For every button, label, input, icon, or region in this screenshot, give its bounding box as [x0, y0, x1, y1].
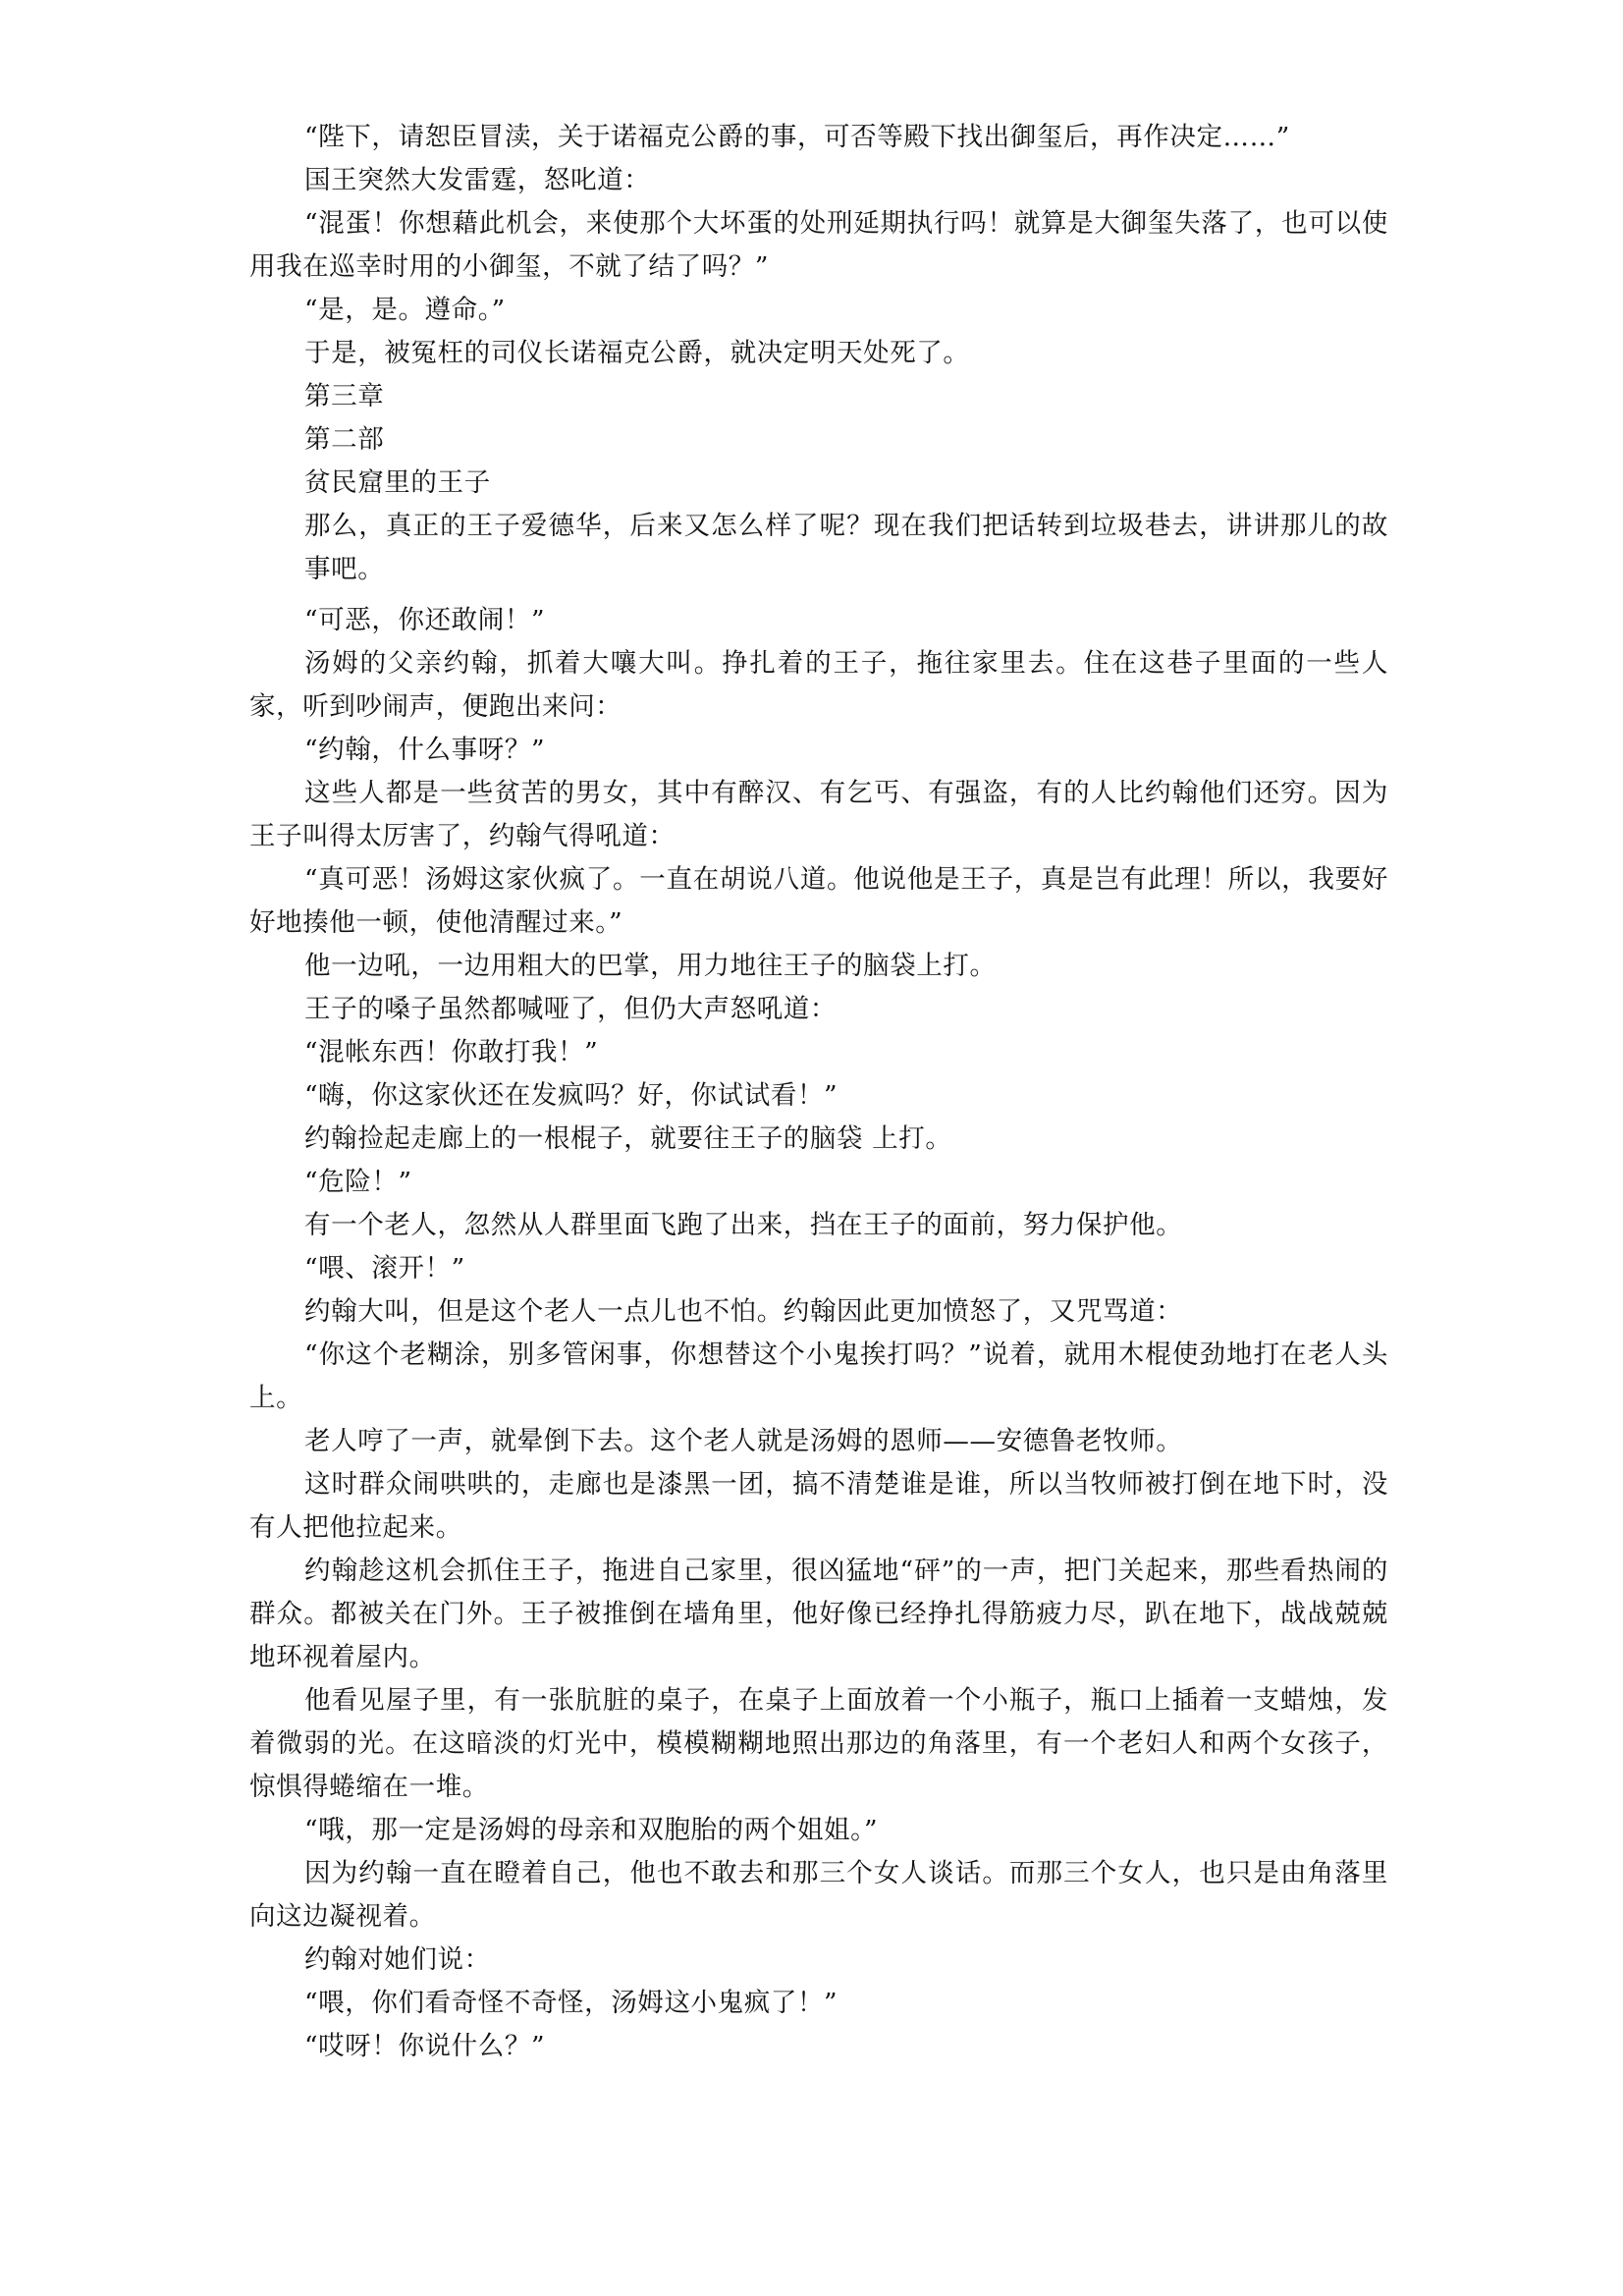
paragraph: 国王突然大发雷霆，怒叱道： — [304, 165, 651, 195]
paragraph: 这些人都是一些贫苦的男女，其中有醉汉、有乞丐、有强盗，有的人比约翰他们还穷。因为王子叫得太厉害了，约翰气得吼道： — [249, 778, 1388, 851]
paragraph: 那么，真正的王子爱德华，后来又怎么样了呢？现在我们把话转到垃圾巷去，讲讲那儿的故事吧。 — [304, 511, 1388, 584]
chapter-heading: 第三章 — [304, 381, 385, 411]
paragraph: “嗨，你这家伙还在发疯吗？好，你试试看！” — [304, 1080, 839, 1111]
paragraph: 他一边吼，一边用粗大的巴掌，用力地往王子的脑袋上打。 — [304, 951, 997, 981]
paragraph: 约翰对她们说： — [304, 1944, 491, 1975]
body-text — [249, 116, 1388, 2068]
paragraph: “是，是。遵命。” — [304, 295, 506, 325]
paragraph: “混帐东西！你敢打我！” — [304, 1037, 599, 1067]
paragraph: “你这个老糊涂，别多管闲事，你想替这个小鬼挨打吗？”说着，就用木棍使劲地打在老人头上。 — [249, 1339, 1388, 1413]
paragraph: 王子的嗓子虽然都喊哑了，但仍大声怒吼道： — [304, 994, 837, 1024]
part-heading: 第二部 — [304, 424, 385, 455]
paragraph: 汤姆的父亲约翰，抓着大嚷大叫。挣扎着的王子，拖往家里去。住在这巷子里面的一些人家，听到吵闹声，便跑出来问： — [249, 648, 1388, 722]
paragraph: “约翰，什么事呀？” — [304, 735, 546, 765]
paragraph: 约翰趁这机会抓住王子，拖进自己家里，很凶猛地“砰”的一声，把门关起来，那些看热闹的群众。都被关在门外。王子被推倒在墙角里，他好像已经挣扎得筋疲力尽，趴在地下，战战兢兢地环视着屋内。 — [249, 1556, 1388, 1672]
paragraph: “混蛋！你想藉此机会，来使那个大坏蛋的处刑延期执行吗！就算是大御玺失落了，也可以使用我在巡幸时用的小御玺，不就了结了吗？” — [249, 208, 1388, 282]
paragraph: “陛下，请恕臣冒渎，关于诺福克公爵的事，可否等殿下找出御玺后，再作决定……” — [304, 122, 1290, 152]
paragraph: 有一个老人，忽然从人群里面飞跑了出来，挡在王子的面前，努力保护他。 — [304, 1210, 1183, 1240]
paragraph: 这时群众闹哄哄的，走廊也是漆黑一团，搞不清楚谁是谁，所以当牧师被打倒在地下时，没有人把他拉起来。 — [249, 1469, 1388, 1543]
paragraph: “哎呀！你说什么？” — [304, 2031, 546, 2061]
paragraph: “危险！” — [304, 1167, 412, 1197]
paragraph: “真可恶！汤姆这家伙疯了。一直在胡说八道。他说他是王子，真是岂有此理！所以，我要好好地揍他一顿，使他清醒过来。” — [249, 864, 1388, 938]
paragraph: “喂，你们看奇怪不奇怪，汤姆这小鬼疯了！” — [304, 1988, 839, 2018]
section-title: 贫民窟里的王子 — [304, 467, 491, 498]
paragraph: “可恶，你还敢闹！” — [304, 605, 546, 635]
paragraph: 因为约翰一直在瞪着自己，他也不敢去和那三个女人谈话。而那三个女人，也只是由角落里向这边凝视着。 — [249, 1858, 1388, 1932]
paragraph: 于是，被冤枉的司仪长诺福克公爵，就决定明天处死了。 — [304, 338, 970, 368]
paragraph: 他看见屋子里，有一张肮脏的桌子，在桌子上面放着一个小瓶子，瓶口上插着一支蜡烛，发着微弱的光。在这暗淡的灯光中，模模糊糊地照出那边的角落里，有一个老妇人和两个女孩子，惊惧得蜷缩在一堆。 — [249, 1685, 1388, 1802]
paragraph: “喂、滚开！” — [304, 1253, 465, 1284]
paragraph: 约翰捡起走廊上的一根棍子，就要往王子的脑袋 上打。 — [304, 1123, 952, 1154]
paragraph: “哦，那一定是汤姆的母亲和双胞胎的两个姐姐。” — [304, 1815, 879, 1845]
paragraph: 老人哼了一声，就晕倒下去。这个老人就是汤姆的恩师——安德鲁老牧师。 — [304, 1426, 1183, 1456]
paragraph: 约翰大叫，但是这个老人一点儿也不怕。约翰因此更加愤怒了，又咒骂道： — [304, 1296, 1183, 1327]
